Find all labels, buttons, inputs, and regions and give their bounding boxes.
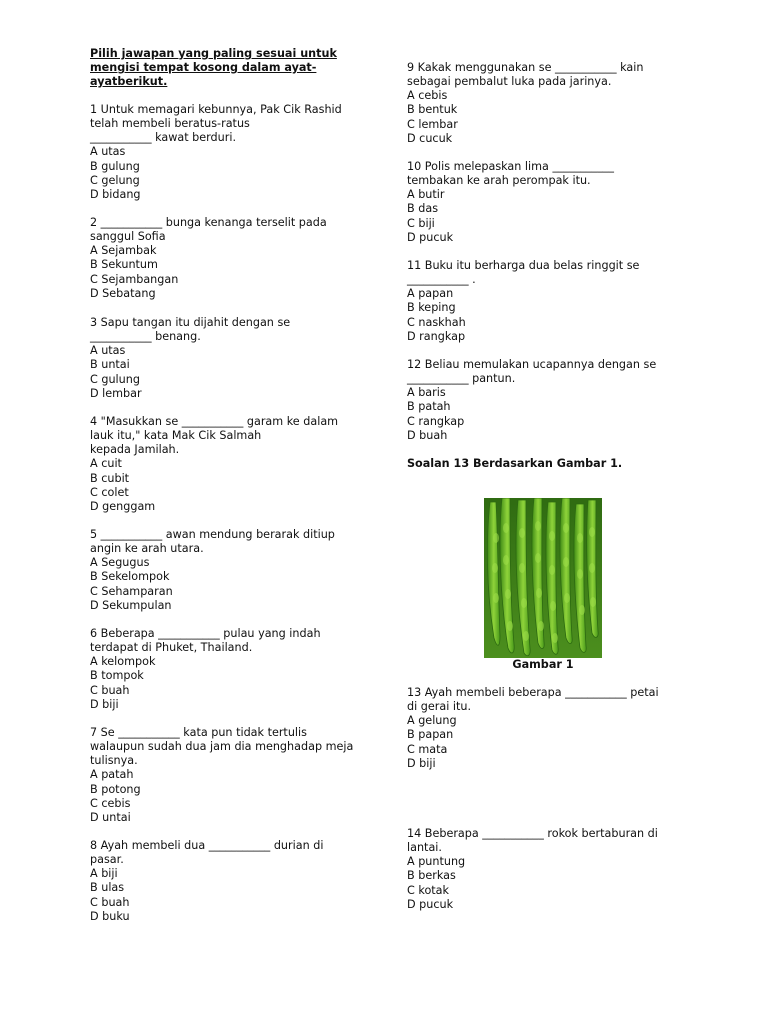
option-c: C gelung <box>90 173 140 187</box>
option-c: C Sejambangan <box>90 272 179 286</box>
option-b: B ulas <box>90 881 125 895</box>
option-d: D genggam <box>90 499 156 513</box>
option-b: B cubit <box>90 471 130 485</box>
question-1 <box>90 103 375 202</box>
option-a: A utas <box>90 145 126 159</box>
option-d: D lembar <box>90 386 142 400</box>
option-b: B patah <box>407 400 451 414</box>
question-4 <box>90 415 375 514</box>
option-a: A puntung <box>407 855 466 869</box>
option-c: C buah <box>90 895 130 909</box>
option-c: C biji <box>407 216 435 230</box>
question-stem: 7 Se ___________ kata pun tidak tertulis walaupun sudah dua jam dia menghadap meja tulisnya. <box>90 726 354 768</box>
question-13 <box>407 686 707 771</box>
option-a: A patah <box>90 768 134 782</box>
option-b: B papan <box>407 728 454 742</box>
option-c: C Sehamparan <box>90 584 173 598</box>
option-d: D pucuk <box>407 897 454 911</box>
question-10 <box>407 160 707 245</box>
option-d: D biji <box>407 756 436 770</box>
question-stem: 10 Polis melepaskan lima ___________ tembakan ke arah perompak itu. <box>407 160 614 188</box>
figure-caption: Gambar 1 <box>512 658 574 671</box>
option-c: C cebis <box>90 796 131 810</box>
question-11 <box>407 259 707 344</box>
option-b: B berkas <box>407 869 456 883</box>
option-d: D untai <box>90 810 131 824</box>
question-6 <box>90 627 375 712</box>
option-d: D buah <box>407 428 448 442</box>
instruction-text: Pilih jawapan yang paling sesuai untuk mengisi tempat kosong dalam ayat-ayatberikut. <box>90 47 337 88</box>
question-stem: 2 ___________ bunga kenanga terselit pada sanggul Sofia <box>90 216 327 244</box>
question-5 <box>90 528 375 613</box>
option-a: A baris <box>407 386 446 400</box>
option-c: C mata <box>407 742 448 756</box>
question-7 <box>90 726 375 825</box>
option-a: A Segugus <box>90 556 150 570</box>
option-c: C rangkap <box>407 414 465 428</box>
option-b: B untai <box>90 358 130 372</box>
option-b: B Sekuntum <box>90 258 158 272</box>
option-a: A cebis <box>407 89 448 103</box>
option-d: D rangkap <box>407 329 466 343</box>
option-d: D Sekumpulan <box>90 598 172 612</box>
question-stem: 13 Ayah membeli beberapa ___________ petai di gerai itu. <box>407 686 659 714</box>
option-d: D buku <box>90 909 130 923</box>
option-b: B gulung <box>90 159 140 173</box>
option-b: B Sekelompok <box>90 570 170 584</box>
option-b: B tompok <box>90 669 144 683</box>
option-b: B bentuk <box>407 103 458 117</box>
question-stem: 11 Buku itu berharga dua belas ringgit se ___________ . <box>407 259 640 287</box>
option-b: B das <box>407 202 439 216</box>
option-d: D biji <box>90 697 119 711</box>
option-c: C buah <box>90 683 130 697</box>
question-stem: 6 Beberapa ___________ pulau yang indah terdapat di Phuket, Thailand. <box>90 627 321 655</box>
question-stem: 12 Beliau memulakan ucapannya dengan se ___________ pantun. <box>407 358 657 386</box>
option-a: A utas <box>90 344 126 358</box>
option-c: C naskhah <box>407 315 466 329</box>
option-a: A gelung <box>407 714 457 728</box>
question-8 <box>90 839 375 924</box>
option-b: B potong <box>90 782 141 796</box>
option-c: C gulung <box>90 372 140 386</box>
question-12 <box>407 358 707 443</box>
option-c: C colet <box>90 485 129 499</box>
question-stem: 4 "Masukkan se ___________ garam ke dalam lauk itu," kata Mak Cik Salmah kepada Jamilah. <box>90 415 339 457</box>
option-c: C kotak <box>407 883 450 897</box>
option-a: A kelompok <box>90 655 156 669</box>
option-d: D pucuk <box>407 230 454 244</box>
question-stem: 3 Sapu tangan itu dijahit dengan se ___________ benang. <box>90 316 291 344</box>
option-a: A butir <box>407 188 445 202</box>
petai-pods-image <box>484 498 602 658</box>
question-9 <box>407 61 707 146</box>
question-14 <box>407 827 707 912</box>
question-stem: 8 Ayah membeli dua ___________ durian di pasar. <box>90 839 324 867</box>
option-a: A cuit <box>90 457 122 471</box>
question-3 <box>90 316 375 401</box>
question-stem: 1 Untuk memagari kebunnya, Pak Cik Rashid telah membeli beratus-ratus ___________ kawat berduri. <box>90 103 342 145</box>
option-a: A biji <box>90 867 118 881</box>
option-d: D cucuk <box>407 131 453 145</box>
option-a: A papan <box>407 287 454 301</box>
option-c: C lembar <box>407 117 458 131</box>
question-2 <box>90 216 375 301</box>
option-d: D Sebatang <box>90 286 156 300</box>
question-stem: 5 ___________ awan mendung berarak ditiup angin ke arah utara. <box>90 528 335 556</box>
question-stem: 9 Kakak menggunakan se ___________ kain sebagai pembalut luka pada jarinya. <box>407 61 644 89</box>
option-b: B keping <box>407 301 456 315</box>
option-d: D bidang <box>90 187 141 201</box>
option-a: A Sejambak <box>90 244 157 258</box>
question-stem: 14 Beberapa ___________ rokok bertaburan di lantai. <box>407 827 658 855</box>
section-heading: Soalan 13 Berdasarkan Gambar 1. <box>407 457 623 470</box>
